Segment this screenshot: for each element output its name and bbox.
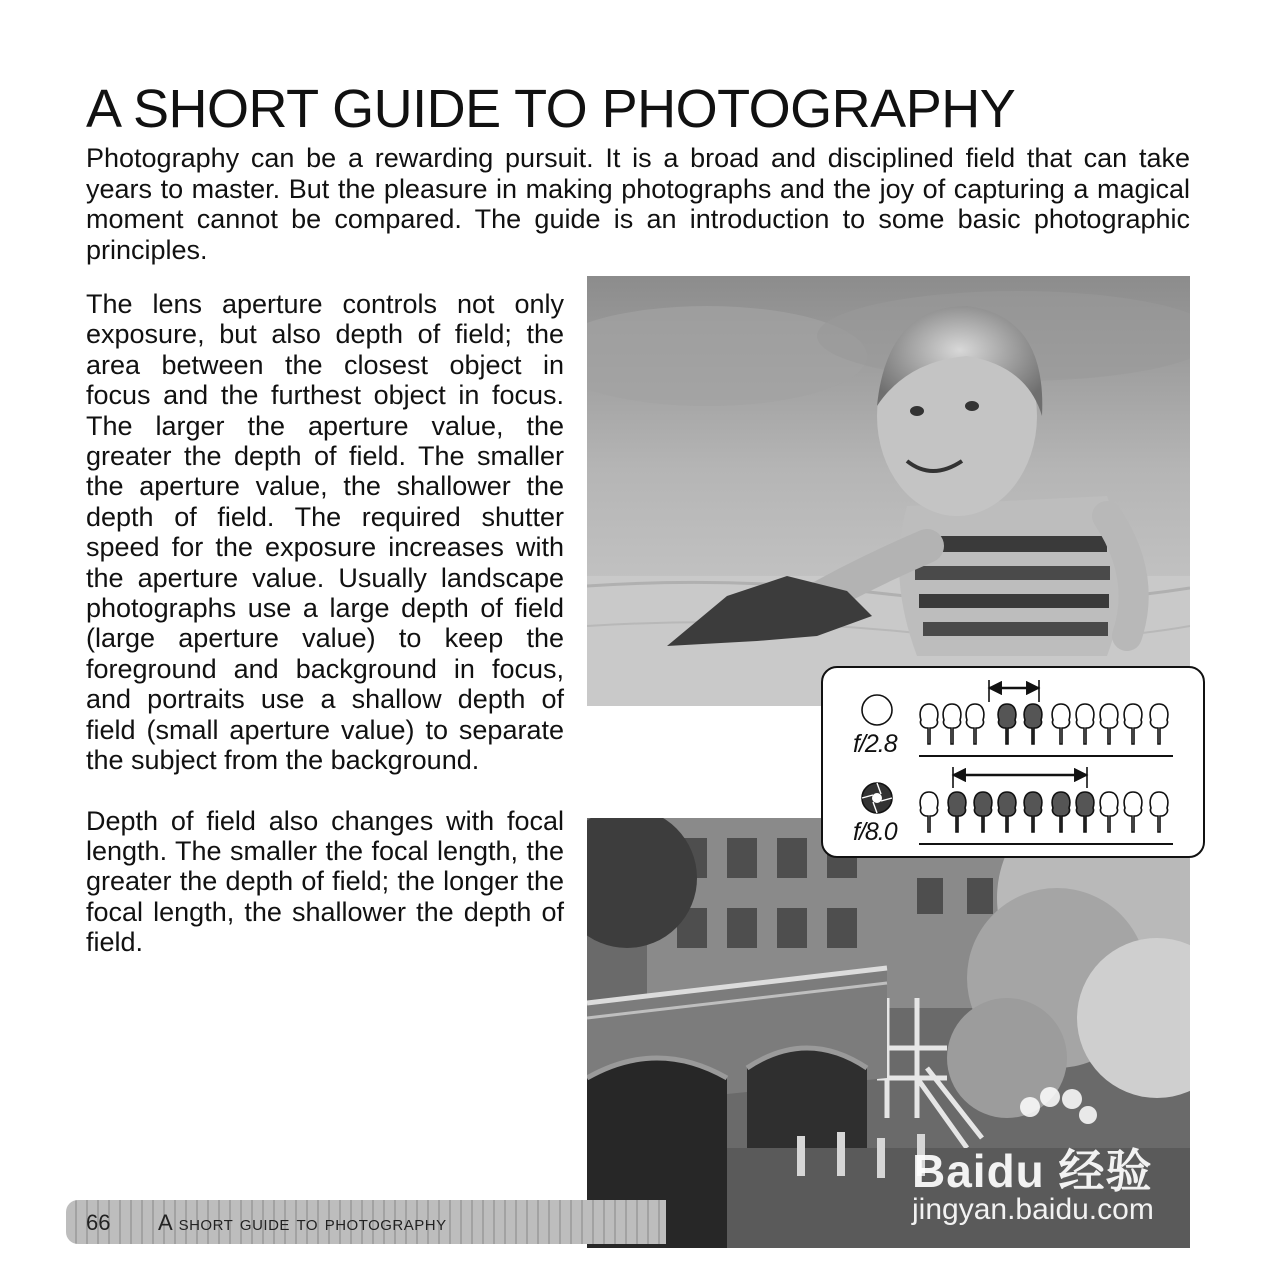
body-column (86, 289, 564, 958)
baidu-watermark (910, 1085, 1210, 1245)
intro-paragraph: Photography can be a rewarding pursuit. It is a broad and disciplined field that can take years to master. But the pleasure in making photographs and the joy of capturing a magical moment cannot be compared. The guide is an introduction to some basic photographic principles. (86, 143, 1190, 265)
watermark-url: jingyan.baidu.com (912, 1193, 1154, 1226)
f28-label: f/2.8 (853, 730, 897, 758)
trees-row-1 (920, 704, 1168, 744)
depth-of-field-diagram (821, 666, 1205, 858)
open-aperture-icon (862, 695, 892, 725)
f80-label: f/8.0 (853, 818, 897, 846)
page-title: A SHORT GUIDE TO PHOTOGRAPHY (86, 79, 1016, 139)
page-number: 66 (86, 1210, 111, 1235)
aperture-paragraph: The lens aperture controls not only exposure, but also depth of field; the area between the closest object in focus and the furthest object in focus. The larger the aperture value, the greater the depth of field. The smaller the aperture value, the shallower the depth of field. The required shutter speed for the exposure increases with the aperture value. Usually landscape photographs use a large depth of field (large aperture value) to keep the foreground and background in focus, and portraits use a shallow depth of field (small aperture value) to separate the subject from the background. (86, 289, 564, 776)
footer-section-title: A short guide to photography (158, 1210, 447, 1235)
focal-length-paragraph: Depth of field also changes with focal length. The smaller the focal length, the greater the depth of field; the longer the focal length, the shallower the depth of field. (86, 805, 564, 958)
page-footer (66, 1200, 666, 1244)
watermark-brand: Baidu 经验 (912, 1145, 1153, 1197)
closed-aperture-icon (862, 783, 892, 813)
trees-row-2 (920, 792, 1168, 832)
child-beach-photo (587, 276, 1190, 706)
